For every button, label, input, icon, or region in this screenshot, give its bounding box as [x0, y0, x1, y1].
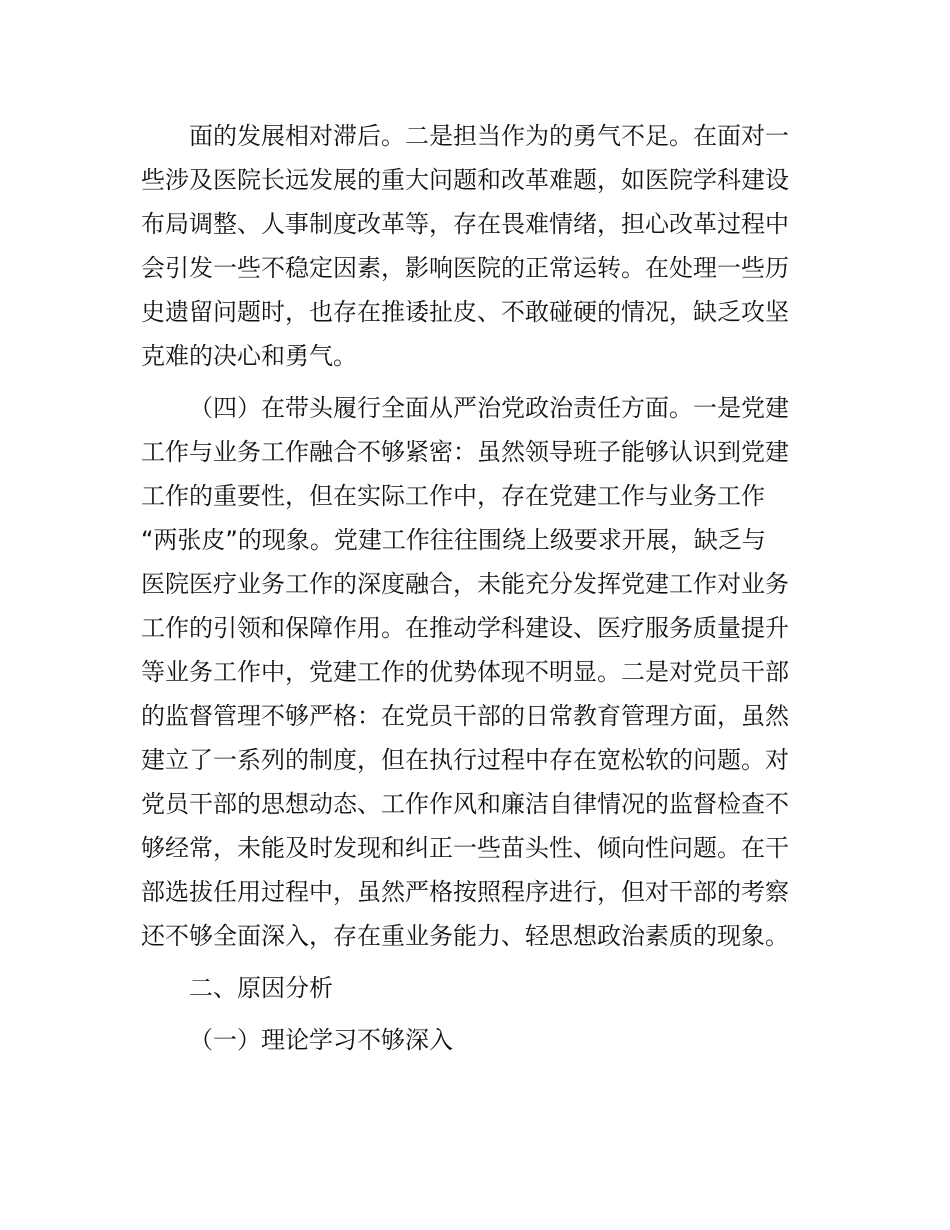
- text-line: 还不够全面深入，存在重业务能力、轻思想政治素质的现象。: [141, 922, 789, 950]
- text-line: 的监督管理不够严格：在党员干部的日常教育管理方面，虽然: [141, 702, 789, 730]
- subsection-heading-theory-study: （一）理论学习不够深入: [189, 1026, 453, 1054]
- text-line: （四）在带头履行全面从严治党政治责任方面。一是党建: [189, 394, 789, 422]
- text-line: 些涉及医院长远发展的重大问题和改革难题，如医院学科建设: [141, 166, 789, 194]
- document-body: [141, 114, 816, 1070]
- text-line: 工作的引领和保障作用。在推动学科建设、医疗服务质量提升: [141, 614, 789, 642]
- text-line: 史遗留问题时，也存在推诿扯皮、不敢碰硬的情况，缺乏攻坚: [141, 298, 789, 326]
- text-line: 医院医疗业务工作的深度融合，未能充分发挥党建工作对业务: [141, 570, 789, 598]
- section-heading-cause-analysis: 二、原因分析: [189, 974, 333, 1002]
- paragraph-continued: [141, 114, 816, 378]
- paragraph-party-responsibility: [141, 386, 816, 958]
- text-line: 党员干部的思想动态、工作作风和廉洁自律情况的监督检查不: [141, 790, 789, 818]
- text-line: 建立了一系列的制度，但在执行过程中存在宽松软的问题。对: [141, 746, 789, 774]
- text-line: 等业务工作中，党建工作的优势体现不明显。二是对党员干部: [141, 658, 789, 686]
- text-line: 部选拔任用过程中，虽然严格按照程序进行，但对干部的考察: [141, 878, 789, 906]
- text-line: 布局调整、人事制度改革等，存在畏难情绪，担心改革过程中: [141, 210, 789, 238]
- text-line: 面的发展相对滞后。二是担当作为的勇气不足。在面对一: [189, 122, 789, 150]
- text-line: “两张皮”的现象。党建工作往往围绕上级要求开展，缺乏与: [141, 526, 766, 554]
- text-line: 工作与业务工作融合不够紧密：虽然领导班子能够认识到党建: [141, 438, 789, 466]
- text-line: 克难的决心和勇气。: [141, 342, 357, 370]
- text-line: 会引发一些不稳定因素，影响医院的正常运转。在处理一些历: [141, 254, 789, 282]
- text-line: 够经常，未能及时发现和纠正一些苗头性、倾向性问题。在干: [141, 834, 789, 862]
- text-line: 工作的重要性，但在实际工作中，存在党建工作与业务工作: [141, 482, 765, 510]
